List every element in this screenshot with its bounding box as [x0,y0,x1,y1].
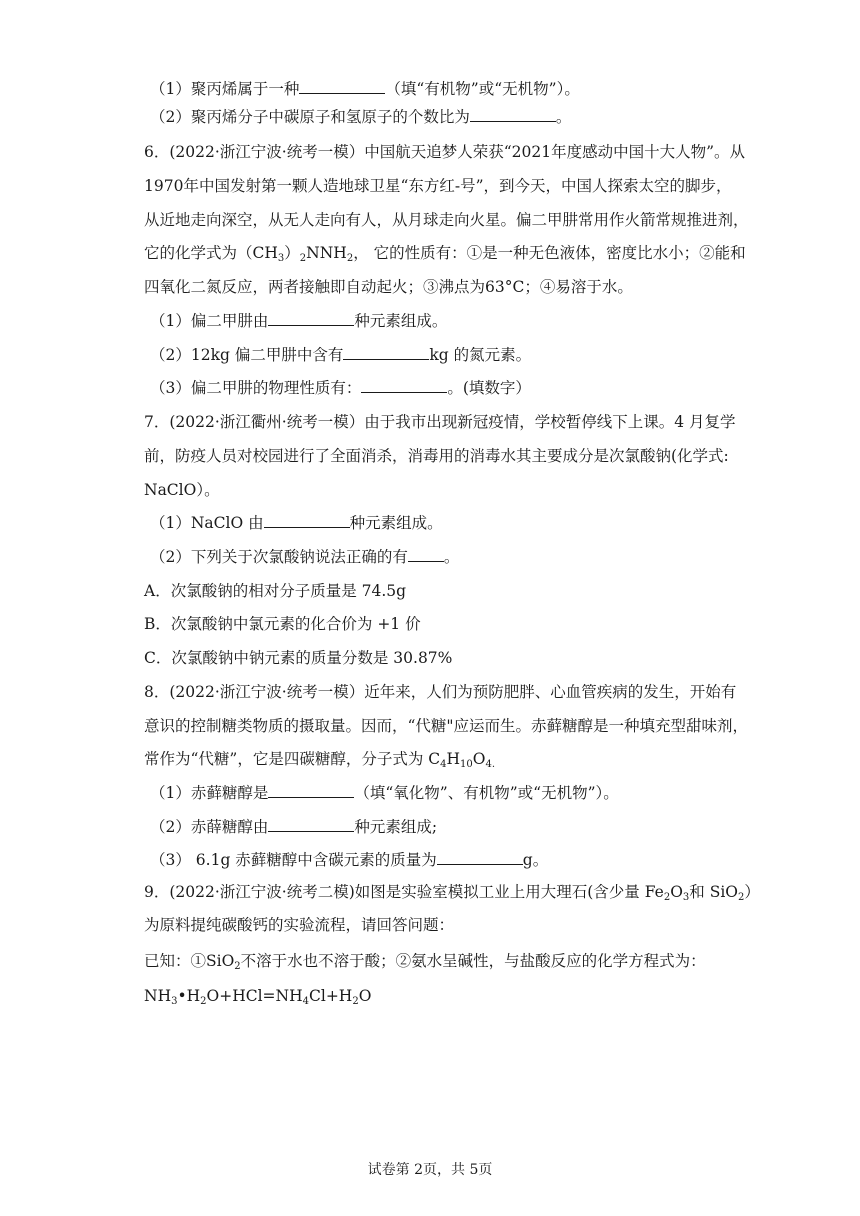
q7-stem-line1: 7．(2022·浙江衢州·统考一模）由于我市出现新冠疫情，学校暂停线下上课。4 月复学 [144,413,736,431]
q5-sub2 [150,107,730,127]
text-run: ） [284,244,300,262]
subscript: 2 [299,253,307,264]
subscript: 2 [200,996,207,1007]
q7-option-b[interactable]: B．次氯酸钠中氯元素的化合价为 +1 价 [144,615,421,633]
text-run: O [670,883,683,901]
q9-stem-line1 [144,882,760,903]
subscript: 3 [171,996,178,1007]
q5-sub1-text: （1）聚丙烯属于一种 [150,80,300,98]
text-run: ） [744,883,760,901]
q6-sub1-text: （1）偏二甲肼由 [150,312,269,330]
q6-stem-line3: 从近地走向深空，从无人走向有人，从月球走向火星。偏二甲肼常用作火箭常规推进剂， [144,211,749,229]
q8-sub2 [150,817,730,837]
q8-stem-line2: 意识的控制糖类物质的摄取量。因而，“代糖"应运而生。赤藓糖醇是一种填充型甜味剂， [144,717,749,735]
q7-option-a[interactable]: A．次氯酸钠的相对分子质量是 74.5g [144,582,407,600]
q8-sub3-end: g。 [522,851,549,869]
q8-sub2-end: 种元素组成; [354,818,438,836]
answer-blank[interactable] [264,513,350,528]
text-run: 9．(2022·浙江宁波·统考二模)如图是实验室模拟工业上用大理石(含少量 Fe [144,883,664,901]
q8-sub2-text: （2）赤薛糖醇由 [150,818,269,836]
q5-sub1-hint: （填“有机物”或“无机物”）。 [385,80,580,98]
text-run: 它的化学式为（CH [144,244,278,262]
q5-sub2-end: 。 [555,108,572,126]
q6-sub2 [150,345,730,365]
q6-sub1 [150,311,730,331]
q6-stem-line1: 6．(2022·浙江宁波·统考一模）中国航天追梦人荣获“2021年度感动中国十大人物”。从 [144,143,746,161]
q5-sub2-text: （2）聚丙烯分子中碳原子和氢原子的个数比为 [150,108,470,126]
q9-stem-line2: 为原料提纯碳酸钙的实验流程，请回答问题： [144,916,455,934]
text-run: H [446,750,461,768]
subscript: 2 [352,996,359,1007]
answer-blank[interactable] [437,850,523,865]
q7-sub1 [150,513,730,533]
text-run: 和 SiO [689,883,738,901]
subscript: 3 [277,253,285,264]
text-run: ， 它的性质有：①是一种无色液体，密度比水小；②能和 [353,244,746,262]
subscript: 4 [440,759,447,770]
text-run: Cl+H [309,987,353,1005]
answer-blank[interactable] [361,378,447,393]
q8-sub1 [150,783,730,803]
subscript: 4 [302,996,309,1007]
q6-stem-line4 [144,243,746,264]
text-run: O [358,987,372,1005]
text-run: 常作为“代糖”，它是四碳糖醇，分子式为 C [144,750,441,768]
q8-sub3 [150,850,730,870]
q6-sub3 [150,378,730,398]
answer-blank[interactable] [268,817,354,832]
subscript: 2 [234,961,241,972]
text-run: NNH [306,244,347,262]
q7-sub1-text: （1）NaClO 由 [150,514,264,532]
q8-sub3-text: （3） 6.1g 赤藓糖醇中含碳元素的质量为 [150,851,437,869]
q5-sub1 [150,79,730,99]
text-run: 已知：①SiO [144,952,235,970]
text-run: NH [144,987,172,1005]
answer-blank[interactable] [299,79,385,94]
answer-blank[interactable] [268,311,354,326]
q7-option-c[interactable]: C．次氯酸钠中钠元素的质量分数是 30.87% [144,649,453,667]
q7-sub2 [150,547,730,567]
q8-stem-line3 [144,749,724,769]
q6-sub2-end: kg 的氮元素。 [429,346,532,364]
q8-sub1-hint: （填“氧化物”、有机物”或“无机物”）。 [354,784,619,802]
text-run: •H [177,987,201,1005]
answer-blank[interactable] [343,345,429,360]
answer-blank[interactable] [268,783,354,798]
q7-sub2-text: （2）下列关于次氯酸钠说法正确的有 [150,548,408,566]
q8-stem-line1: 8．(2022·浙江宁波·统考一模）近年来，人们为预防肥胖、心血管疾病的发生，开始有 [144,683,737,701]
q9-known-line [144,951,724,971]
q7-sub2-end: 。 [443,548,460,566]
q7-stem-line3: NaClO）。 [144,481,220,499]
q6-stem-line2: 1970年中国发射第一颗人造地球卫星“东方红-号”，到今天，中国人探索太空的脚步， [144,177,732,195]
q7-sub1-end: 种元素组成。 [349,514,443,532]
q6-sub3-text: （3）偏二甲肼的物理性质有： [150,379,362,397]
q6-sub1-end: 种元素组成。 [354,312,448,330]
page-footer: 试卷第 2页，共 5页 [367,1162,493,1178]
text-run: 不溶于水也不溶于酸；②氨水呈碱性，与盐酸反应的化学方程式为： [240,952,706,970]
text-run: O+HCl=NH [206,987,303,1005]
q9-equation [144,986,724,1006]
subscript: 3 [682,892,690,903]
q8-sub1-text: （1）赤藓糖醇是 [150,784,269,802]
subscript: 2 [663,892,671,903]
q6-sub3-end: 。(填数字） [447,379,531,397]
q6-stem-line5: 四氧化二氮反应，两者接触即自动起火；③沸点为63°C；④易溶于水。 [144,278,633,296]
subscript: 10 [460,759,473,770]
subscript: 2 [738,892,745,903]
subscript: 2 [346,253,354,264]
q6-sub2-text: （2）12kg 偏二甲肼中含有 [150,346,344,364]
text-run: O [472,750,486,768]
q7-stem-line2: 前，防疫人员对校园进行了全面消杀，消毒用的消毒水其主要成分是次氯酸钠(化学式: [144,447,729,465]
answer-blank[interactable] [408,547,444,562]
subscript: 4. [485,759,496,770]
answer-blank[interactable] [470,107,556,122]
